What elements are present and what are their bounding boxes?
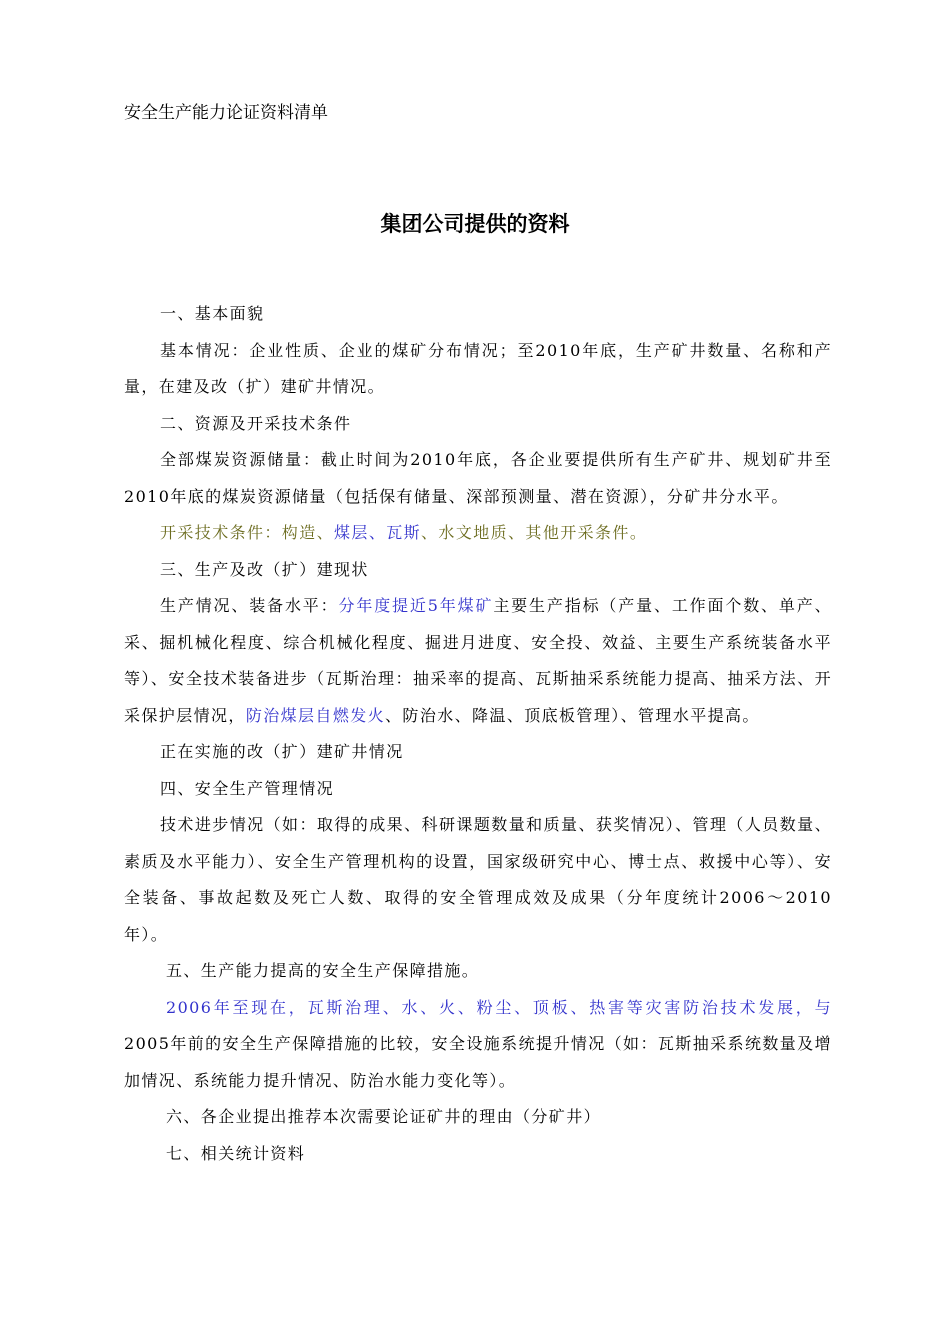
- section-5-heading: 五、生产能力提高的安全生产保障措施。: [166, 961, 480, 980]
- section-3-extra: 正在实施的改（扩）建矿井情况: [160, 742, 404, 761]
- section-5-highlight: 2006年至现在，瓦斯治理、水、火、粉尘、顶板、热害等灾害防治技术发展，与: [166, 997, 832, 1017]
- section-3-highlight-1: 分年度提近5年煤矿: [338, 596, 494, 615]
- section-3-paragraph: [124, 588, 832, 734]
- section-3-highlight-2: 防治煤层自燃发火: [245, 705, 386, 725]
- section-4-paragraph: 技术进步情况（如：取得的成果、科研课题数量和质量、获奖情况）、管理（人员数量、素质及水平能力）、安全生产管理机构的设置，国家级研究中心、博士点、救援中心等）、安全装备、事故起数及死亡人数、取得的安全管理成效及成果（分年度统计2006～2010年）。: [124, 815, 832, 944]
- section-4-heading: 四、安全生产管理情况: [160, 778, 335, 798]
- tech-conditions-part-b: 煤层、瓦斯: [334, 523, 422, 542]
- section-1-paragraph: 基本情况：企业性质、企业的煤矿分布情况；至2010年底，生产矿井数量、名称和产量，在建及改（扩）建矿井情况。: [124, 340, 832, 396]
- section-5-paragraph: [124, 990, 832, 1100]
- section-3-heading: 三、生产及改（扩）建现状: [160, 559, 369, 579]
- section-2-paragraph: 全部煤炭资源储量：截止时间为2010年底，各企业要提供所有生产矿井、规划矿井至2010年底的煤炭资源储量（包括保有储量、深部预测量、潜在资源），分矿井分水平。: [124, 450, 832, 506]
- document-body: [124, 296, 832, 1172]
- tech-conditions-part-c: 、水文地质、其他开采条件。: [421, 523, 648, 542]
- tech-conditions-part-a: 开采技术条件：构造、: [160, 523, 335, 542]
- section-3-part-5: 、防治水、降温、顶底板管理）、管理水平提高。: [385, 705, 760, 725]
- section-2-tech-conditions: [124, 515, 832, 552]
- section-3-part-1: 生产情况、装备水平：: [160, 596, 339, 615]
- section-2-heading: 二、资源及开采技术条件: [160, 413, 352, 433]
- section-1-heading: 一、基本面貌: [160, 304, 265, 323]
- section-3-part-3: 主要生产指标（产量、工作面个数、单产、采、掘机械化程度、综合机械化程度、掘进月进度、安全投、效益、主要生产系统装备水平等）、安全技术装备进步（瓦斯治理：抽采率的提高、瓦斯抽采系统能力提高、抽采方法、开采保护层情况，: [124, 596, 833, 725]
- document-header: 安全生产能力论证资料清单: [124, 103, 328, 123]
- page-title: 集团公司提供的资料: [380, 212, 570, 236]
- section-5-rest: 2005年前的安全生产保障措施的比较，安全设施系统提升情况（如：瓦斯抽采系统数量及增加情况、系统能力提升情况、防治水能力变化等）。: [124, 1034, 832, 1090]
- section-6-heading: 六、各企业提出推荐本次需要论证矿井的理由（分矿井）: [166, 1107, 602, 1126]
- section-7-heading: 七、相关统计资料: [166, 1143, 306, 1163]
